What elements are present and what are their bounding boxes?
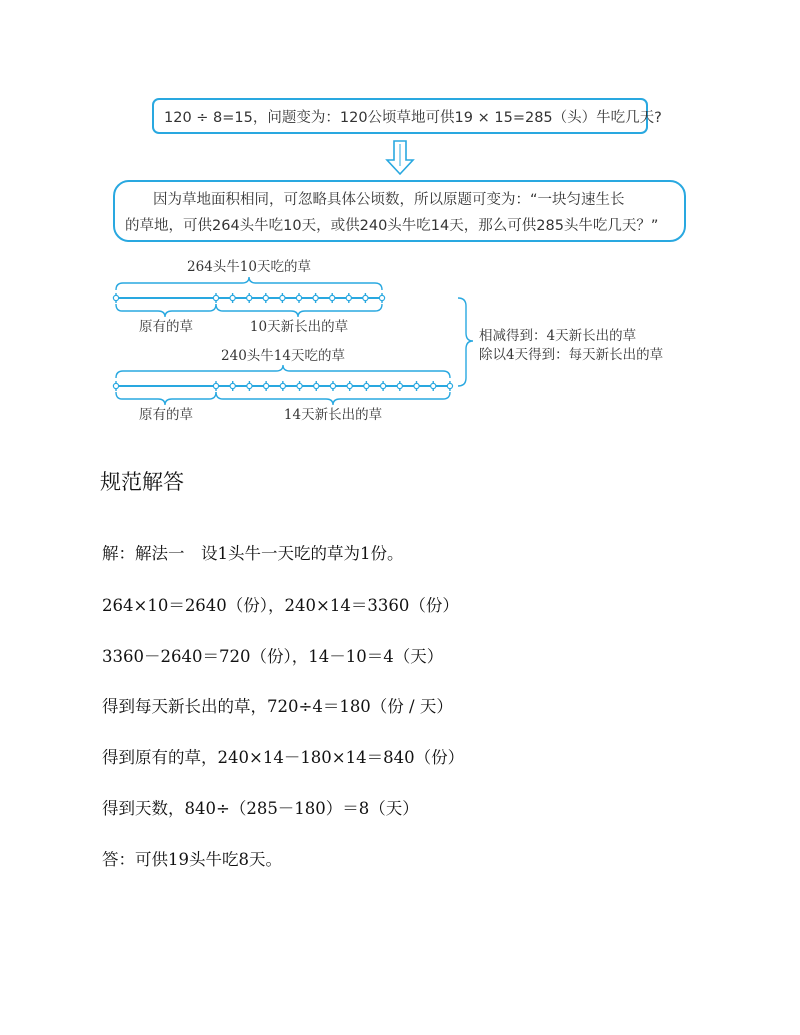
- top-growth-brace: [216, 304, 382, 317]
- top-growth-label: 10天新长出的草: [249, 319, 349, 335]
- bar-dot: [346, 295, 351, 300]
- comparison-brace: [458, 298, 473, 386]
- bar-dot: [247, 383, 252, 388]
- bar-dot: [247, 295, 252, 300]
- solution-line-2: 264×10＝2640（份），240×14＝3360（份）: [102, 596, 459, 615]
- solution-line-1: 解：解法一 设1头牛一天吃的草为1份。: [102, 544, 404, 563]
- top-bar-diagram: [113, 277, 384, 317]
- bar-dot: [230, 295, 235, 300]
- bottom-original-label: 原有的草: [139, 407, 193, 423]
- bottom-total-brace: [116, 365, 450, 378]
- bar-dot: [330, 295, 335, 300]
- problem-transform-text: 120 ÷ 8=15，问题变为：120公顷草地可供19 × 15=285（头）牛吃几天?: [164, 109, 662, 126]
- section-heading: 规范解答: [100, 470, 184, 494]
- bottom-growth-brace: [216, 392, 450, 405]
- top-original-brace: [116, 304, 216, 317]
- bar-dot: [313, 295, 318, 300]
- bar-dot: [330, 383, 335, 388]
- note-line-2: 除以4天得到：每天新长出的草: [479, 347, 664, 363]
- bar-dot: [314, 383, 319, 388]
- bar-dot: [363, 295, 368, 300]
- restated-line-1: 因为草地面积相同，可忽略具体公顷数，所以原题可变为：“一块匀速生长: [153, 192, 625, 208]
- bar-dot: [113, 295, 118, 300]
- bar-dot: [431, 383, 436, 388]
- bar-dot: [364, 383, 369, 388]
- top-total-label: 264头牛10天吃的草: [187, 259, 311, 275]
- bar-dot: [264, 383, 269, 388]
- solution-line-7: 答：可供19头牛吃8天。: [102, 850, 282, 869]
- bar-dot: [213, 383, 218, 388]
- down-arrow-icon: [387, 141, 413, 174]
- bar-dot: [230, 383, 235, 388]
- solution-line-4: 得到每天新长出的草，720÷4＝180（份 / 天）: [102, 697, 453, 716]
- bar-dot: [280, 295, 285, 300]
- bar-dot: [296, 295, 301, 300]
- solution-line-3: 3360－2640＝720（份），14－10＝4（天）: [102, 647, 444, 666]
- bar-dot: [263, 295, 268, 300]
- restated-problem-box: [113, 180, 686, 242]
- bar-dot: [447, 383, 452, 388]
- restated-line-2: 的草地，可供264头牛吃10天，或供240头牛吃14天，那么可供285头牛吃几天？”: [125, 218, 659, 234]
- bar-dot: [280, 383, 285, 388]
- bar-dot: [113, 383, 118, 388]
- solution-line-6: 得到天数，840÷（285－180）＝8（天）: [102, 799, 419, 818]
- bottom-growth-label: 14天新长出的草: [283, 407, 383, 423]
- bottom-bar-diagram: [113, 365, 452, 405]
- bar-dot: [213, 295, 218, 300]
- bottom-total-label: 240头牛14天吃的草: [221, 348, 345, 364]
- bar-dot: [347, 383, 352, 388]
- note-line-1: 相减得到：4天新长出的草: [479, 328, 637, 344]
- top-original-label: 原有的草: [139, 319, 193, 335]
- bar-dot: [297, 383, 302, 388]
- solution-line-5: 得到原有的草，240×14－180×14＝840（份）: [102, 748, 465, 767]
- bar-dot: [379, 295, 384, 300]
- bar-dot: [381, 383, 386, 388]
- bottom-original-brace: [116, 392, 216, 405]
- top-total-brace: [116, 277, 382, 290]
- bar-dot: [397, 383, 402, 388]
- bar-dot: [414, 383, 419, 388]
